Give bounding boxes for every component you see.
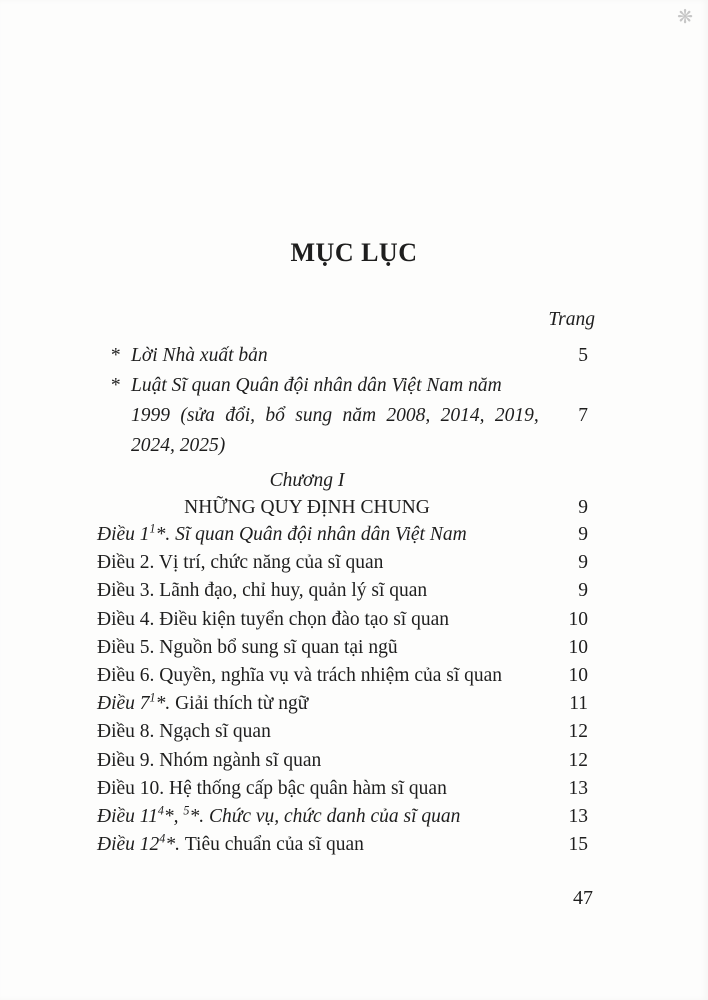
entry-page-number: 13 (568, 777, 588, 799)
toc-entry (97, 831, 588, 859)
entry-text (97, 521, 473, 549)
toc-entry (97, 341, 588, 371)
toc-entry (97, 521, 588, 549)
entry-page-number: 7 (578, 405, 588, 426)
toc-entry (97, 662, 588, 690)
entry-text-segment: Điều 1 (97, 524, 150, 545)
footnote-ref-superscript: 5 (183, 803, 190, 818)
entry-page-number: 11 (569, 693, 588, 715)
entry-text-segment: Lời Nhà xuất bản (131, 345, 268, 366)
entry-text (97, 606, 455, 634)
entry-page-number: 10 (568, 636, 588, 658)
entry-text-segment: Tiêu chuẩn của sĩ quan (184, 834, 364, 856)
entry-text (97, 803, 466, 831)
toc-entry (97, 468, 588, 494)
entry-text (97, 577, 433, 605)
entry-text-segment: 1999 (sửa đổi, bổ sung năm 2008, 2014, 2019, (131, 405, 539, 426)
toc-entry (97, 775, 588, 803)
entry-text-segment: *. (165, 834, 185, 856)
entry-text-line (131, 431, 539, 461)
toc-entry (97, 549, 588, 577)
entry-text-segment: Điều 5. Nguồn bổ sung sĩ quan tại ngũ (97, 636, 398, 658)
entry-text-segment: Điều 9. Nhóm ngành sĩ quan (97, 749, 322, 771)
footnote-ref-superscript: 1 (149, 521, 156, 536)
toc-entry (97, 747, 588, 775)
entry-text-segment: Điều 11 (97, 806, 158, 828)
entry-text (97, 747, 327, 775)
entry-page-number: 9 (578, 524, 588, 545)
chapter-label: Chương I (269, 470, 345, 491)
page-column-label: Trang (548, 309, 595, 330)
entry-text-segment: Luật Sĩ quan Quân đội nhân dân Việt Nam năm (131, 375, 502, 396)
entry-text (97, 718, 277, 746)
toc-entry (97, 606, 588, 634)
entry-text-segment: Điều 3. Lãnh đạo, chỉ huy, quản lý sĩ quan (97, 580, 428, 602)
page-title: MỤC LỤC (290, 238, 418, 267)
entry-page-number: 13 (568, 806, 588, 828)
entry-page-number: 10 (568, 608, 588, 630)
entry-text-segment: *. (155, 693, 176, 715)
entry-text-line (131, 371, 539, 401)
entry-page-number: 9 (578, 497, 588, 518)
toc-list (97, 341, 588, 859)
entry-text-segment: Điều 8. Ngạch sĩ quan (97, 721, 271, 743)
entry-text-segment: *. Chức vụ, chức danh của sĩ quan (189, 806, 461, 828)
toc-entry (97, 371, 588, 461)
entry-page-number: 10 (568, 665, 588, 687)
entry-text (131, 341, 268, 371)
entry-text (97, 831, 370, 859)
toc-entry (97, 634, 588, 662)
entry-page-number: 12 (568, 721, 588, 743)
chapter-title: NHỮNG QUY ĐỊNH CHUNG (184, 497, 430, 518)
entry-text-line (131, 401, 539, 431)
entry-page-number: 12 (568, 749, 588, 771)
entry-text-segment: 2024, 2025) (131, 435, 226, 456)
footnote-ref-superscript: 4 (157, 803, 164, 818)
entry-text-segment: *, (163, 806, 184, 828)
entry-text-segment: Điều 12 (97, 834, 160, 856)
footnote-ref-superscript: 1 (149, 690, 156, 705)
flower-ornament-icon: ❋ (677, 6, 693, 28)
entry-page-number: 9 (578, 580, 588, 602)
entry-text-segment: Điều 4. Điều kiện tuyển chọn đào tạo sĩ quan (97, 608, 449, 630)
toc-entry (97, 803, 588, 831)
toc-entry (97, 494, 588, 521)
footnote-ref-superscript: 4 (159, 831, 166, 846)
toc-content (97, 307, 595, 859)
entry-text-segment: Điều 7 (97, 693, 150, 715)
entry-text (97, 549, 389, 577)
entry-text-segment: Điều 10. Hệ thống cấp bậc quân hàm sĩ quan (97, 777, 447, 799)
entry-text-segment: Giải thích từ ngữ (175, 693, 309, 715)
entry-text (131, 371, 539, 461)
star-marker: * (110, 375, 120, 396)
toc-entry (97, 718, 588, 746)
folio-page-number: 47 (573, 887, 593, 909)
star-marker: * (110, 345, 120, 366)
entry-text (97, 662, 508, 690)
entry-page-number: 9 (578, 552, 588, 574)
entry-text (97, 775, 453, 803)
entry-page-number: 15 (568, 834, 588, 856)
entry-text-segment: Điều 6. Quyền, nghĩa vụ và trách nhiệm của sĩ quan (97, 665, 503, 687)
entry-text-segment: Điều 2. Vị trí, chức năng của sĩ quan (97, 552, 384, 574)
entry-text-segment: *. Sĩ quan Quân đội nhân dân Việt Nam (155, 524, 467, 545)
toc-entry (97, 690, 588, 718)
entry-page-number: 5 (578, 345, 588, 366)
toc-entry (97, 577, 588, 605)
entry-text (97, 634, 404, 662)
entry-text (97, 690, 314, 718)
